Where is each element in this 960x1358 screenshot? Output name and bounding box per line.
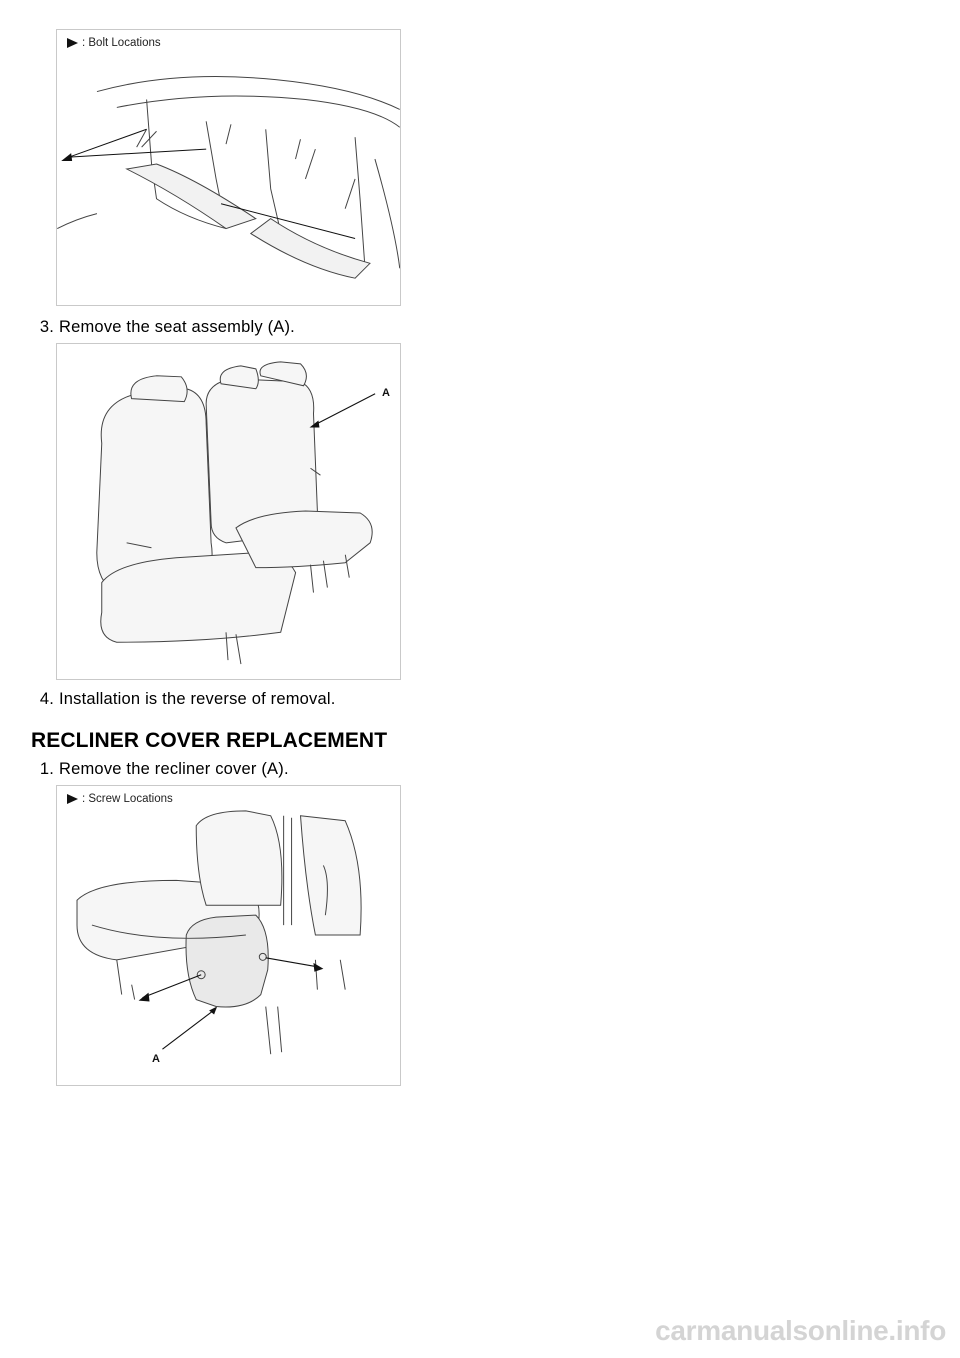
section-title: RECLINER COVER REPLACEMENT — [31, 729, 388, 752]
screw-locations-figure — [56, 785, 401, 1086]
figure-legend — [67, 37, 161, 49]
figure-legend-label: : Screw Locations — [82, 793, 173, 805]
seat-rail-drawing — [57, 30, 400, 305]
step-3: 3. Remove the seat assembly (A). — [39, 318, 295, 336]
bolt-locations-figure — [56, 29, 401, 306]
step-1: 1. Remove the recliner cover (A). — [39, 760, 289, 778]
triangle-pointer-icon — [67, 38, 78, 48]
seat-assembly-drawing — [57, 344, 400, 679]
step-4: 4. Installation is the reverse of removal. — [39, 690, 336, 708]
step-1-text: Remove the recliner cover (A). — [59, 760, 289, 778]
figure-legend-label: : Bolt Locations — [82, 37, 161, 49]
callout-label-a: A — [152, 1053, 160, 1065]
watermark: carmanualsonline.info — [655, 1315, 946, 1346]
seat-assembly-figure — [56, 343, 401, 680]
step-4-text: Installation is the reverse of removal. — [59, 690, 336, 708]
triangle-pointer-icon — [67, 794, 78, 804]
recliner-cover-drawing — [57, 786, 400, 1085]
figure-legend — [67, 793, 173, 805]
step-3-text: Remove the seat assembly (A). — [59, 318, 295, 336]
callout-label-a: A — [382, 387, 390, 399]
